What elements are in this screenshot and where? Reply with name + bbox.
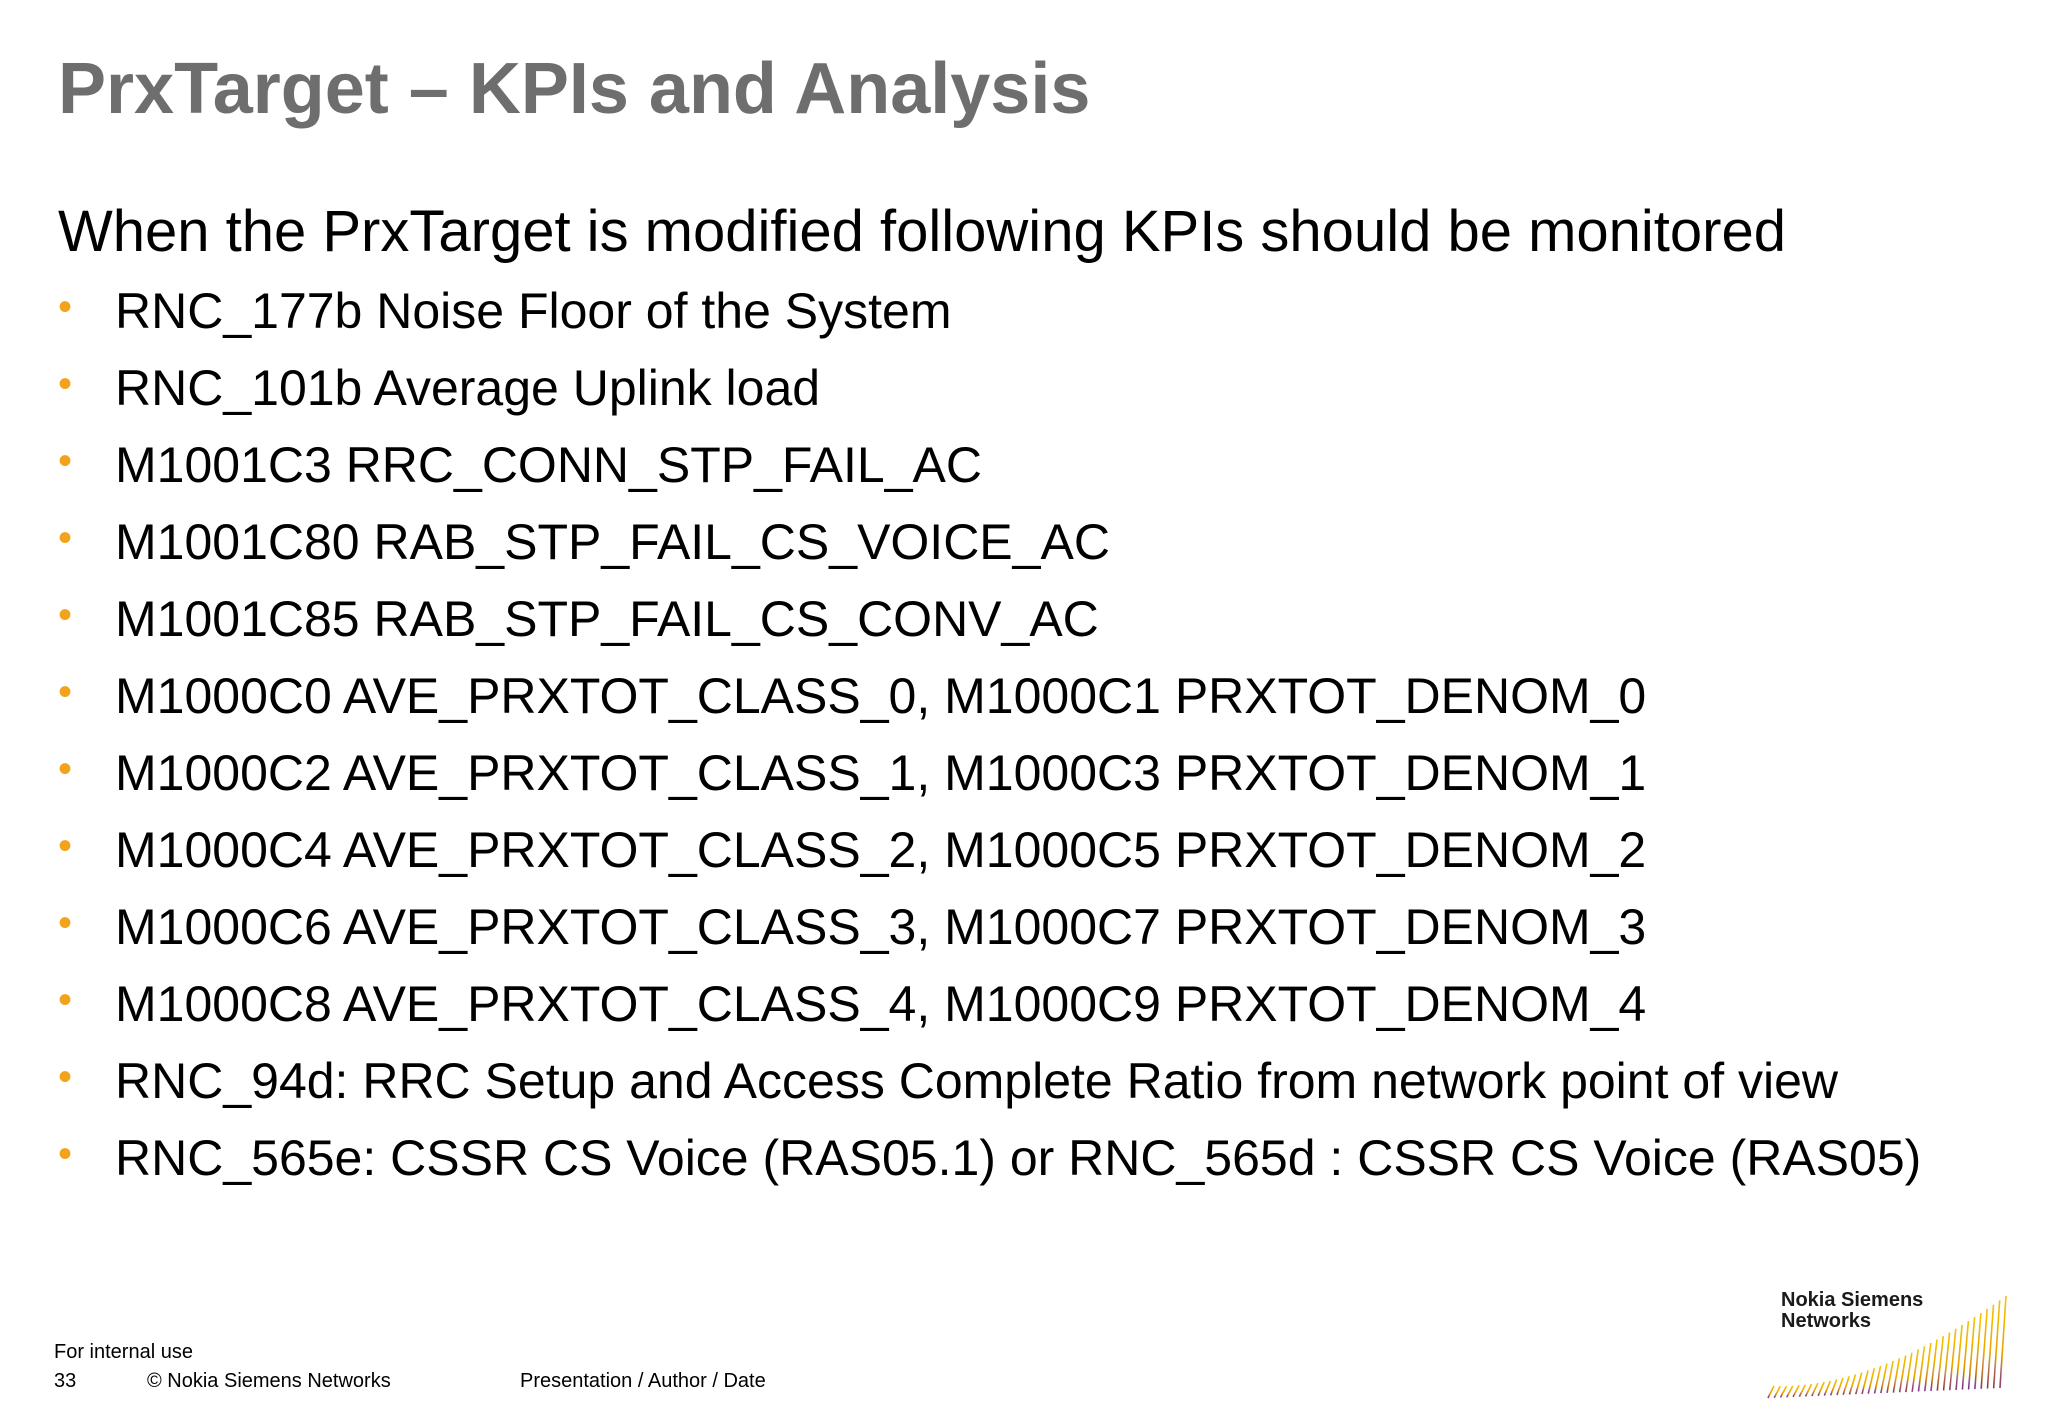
kpi-list-item <box>58 282 2018 340</box>
kpi-item-text: RNC_565e: CSSR CS Voice (RAS05.1) or RNC_565d : CSSR CS Voice (RAS05) <box>115 1130 1922 1186</box>
logo-swoosh-stroke <box>1824 1381 1830 1396</box>
kpi-item-text: M1001C3 RRC_CONN_STP_FAIL_AC <box>115 437 982 493</box>
logo-swoosh-stroke <box>1856 1373 1862 1395</box>
footer-classification: For internal use <box>54 1341 193 1363</box>
kpi-item-text: M1000C8 AVE_PRXTOT_CLASS_4, M1000C9 PRXTOT_DENOM_4 <box>115 976 1647 1032</box>
logo-swoosh-stroke <box>1768 1386 1774 1398</box>
kpi-item-text: M1000C6 AVE_PRXTOT_CLASS_3, M1000C7 PRXTOT_DENOM_3 <box>115 899 1647 955</box>
logo-swoosh-stroke <box>2000 1296 2006 1388</box>
kpi-list <box>58 282 2018 1187</box>
kpi-item-text: RNC_177b Noise Floor of the System <box>115 283 952 339</box>
logo-swoosh-stroke <box>1912 1350 1918 1392</box>
logo-swoosh-stroke <box>1950 1329 1956 1390</box>
kpi-item-text: M1000C2 AVE_PRXTOT_CLASS_1, M1000C3 PRXTOT_DENOM_1 <box>115 745 1647 801</box>
logo-swoosh-stroke <box>1862 1371 1868 1394</box>
logo-text-line2: Networks <box>1781 1310 1872 1332</box>
logo-swoosh-stroke <box>1831 1379 1837 1395</box>
logo-swoosh-stroke <box>1793 1385 1799 1397</box>
kpi-list-item <box>58 975 2018 1033</box>
kpi-list-item <box>58 744 2018 802</box>
kpi-list-item <box>58 1052 2018 1110</box>
bullet-icon: • <box>58 1055 73 1099</box>
kpi-item-text: M1001C80 RAB_STP_FAIL_CS_VOICE_AC <box>115 514 1110 570</box>
logo-swoosh-stroke <box>1944 1333 1950 1391</box>
logo-swoosh-stroke <box>1969 1317 1975 1389</box>
kpi-item-text: RNC_101b Average Uplink load <box>115 360 821 416</box>
logo-swoosh-stroke <box>1837 1378 1843 1395</box>
logo-swoosh-stroke <box>1875 1366 1881 1393</box>
footer-copyright: © Nokia Siemens Networks <box>147 1370 391 1392</box>
logo-swoosh-stroke <box>1906 1353 1912 1393</box>
logo-swoosh-stroke <box>1799 1385 1805 1397</box>
logo-swoosh-stroke <box>1881 1364 1887 1394</box>
logo-swoosh-stroke <box>1818 1382 1824 1396</box>
kpi-list-item <box>58 590 2018 648</box>
logo-text <box>1781 1290 1923 1332</box>
logo-swoosh-stroke <box>1919 1346 1925 1391</box>
bullet-icon: • <box>58 362 73 406</box>
logo-swoosh-stroke <box>1806 1384 1812 1396</box>
slide-title: PrxTarget – KPIs and Analysis <box>58 49 1091 129</box>
logo-swoosh-stroke <box>1925 1343 1931 1391</box>
kpi-item-text: M1000C4 AVE_PRXTOT_CLASS_2, M1000C5 PRXTOT_DENOM_2 <box>115 822 1647 878</box>
kpi-list-item <box>58 667 2018 725</box>
bullet-icon: • <box>58 439 73 483</box>
kpi-item-text: RNC_94d: RRC Setup and Access Complete Ratio from network point of view <box>115 1053 1838 1109</box>
bullet-icon: • <box>58 516 73 560</box>
kpi-list-item <box>58 359 2018 417</box>
bullet-icon: • <box>58 978 73 1022</box>
logo-swoosh-stroke <box>1931 1340 1937 1391</box>
kpi-list-item <box>58 436 2018 494</box>
logo-swoosh-stroke <box>1994 1300 2000 1388</box>
logo-swoosh-stroke <box>1774 1386 1780 1398</box>
logo-swoosh-stroke <box>1843 1376 1849 1395</box>
logo-swoosh-stroke <box>1981 1309 1987 1389</box>
logo-swoosh-stroke <box>1956 1325 1962 1390</box>
logo-swoosh-stroke <box>1962 1321 1968 1390</box>
kpi-list-item <box>58 513 2018 571</box>
page-number: 33 <box>54 1370 77 1392</box>
footer-presentation: Presentation / Author / Date <box>520 1370 766 1392</box>
logo-swoosh-stroke <box>1937 1336 1943 1391</box>
bullet-icon: • <box>58 670 73 714</box>
intro-text: When the PrxTarget is modified following KPIs should be monitored <box>58 199 1786 264</box>
bullet-icon: • <box>58 593 73 637</box>
bullet-icon: • <box>58 824 73 868</box>
logo-swoosh-stroke <box>1988 1305 1994 1389</box>
bullet-icon: • <box>58 747 73 791</box>
logo-swoosh-stroke <box>1887 1361 1893 1393</box>
logo-swoosh-stroke <box>1868 1368 1874 1393</box>
logo-swoosh-stroke <box>1975 1313 1981 1389</box>
kpi-item-text: M1001C85 RAB_STP_FAIL_CS_CONV_AC <box>115 591 1099 647</box>
kpi-list-item <box>58 898 2018 956</box>
logo-text-line1: Nokia Siemens <box>1781 1289 1924 1311</box>
nokia-siemens-networks-logo <box>1760 1290 2010 1400</box>
logo-swoosh-stroke <box>1787 1386 1793 1397</box>
logo-swoosh-stroke <box>1812 1383 1818 1396</box>
kpi-list-item <box>58 1129 2018 1187</box>
logo-swoosh-stroke <box>1781 1386 1787 1397</box>
kpi-list-item <box>58 821 2018 879</box>
kpi-item-text: M1000C0 AVE_PRXTOT_CLASS_0, M1000C1 PRXTOT_DENOM_0 <box>115 668 1647 724</box>
bullet-icon: • <box>58 1132 73 1176</box>
logo-swoosh-stroke <box>1900 1356 1906 1393</box>
logo-swoosh-stroke <box>1850 1375 1856 1395</box>
logo-swoosh-stroke <box>1893 1358 1899 1392</box>
bullet-icon: • <box>58 901 73 945</box>
bullet-icon: • <box>58 285 73 329</box>
